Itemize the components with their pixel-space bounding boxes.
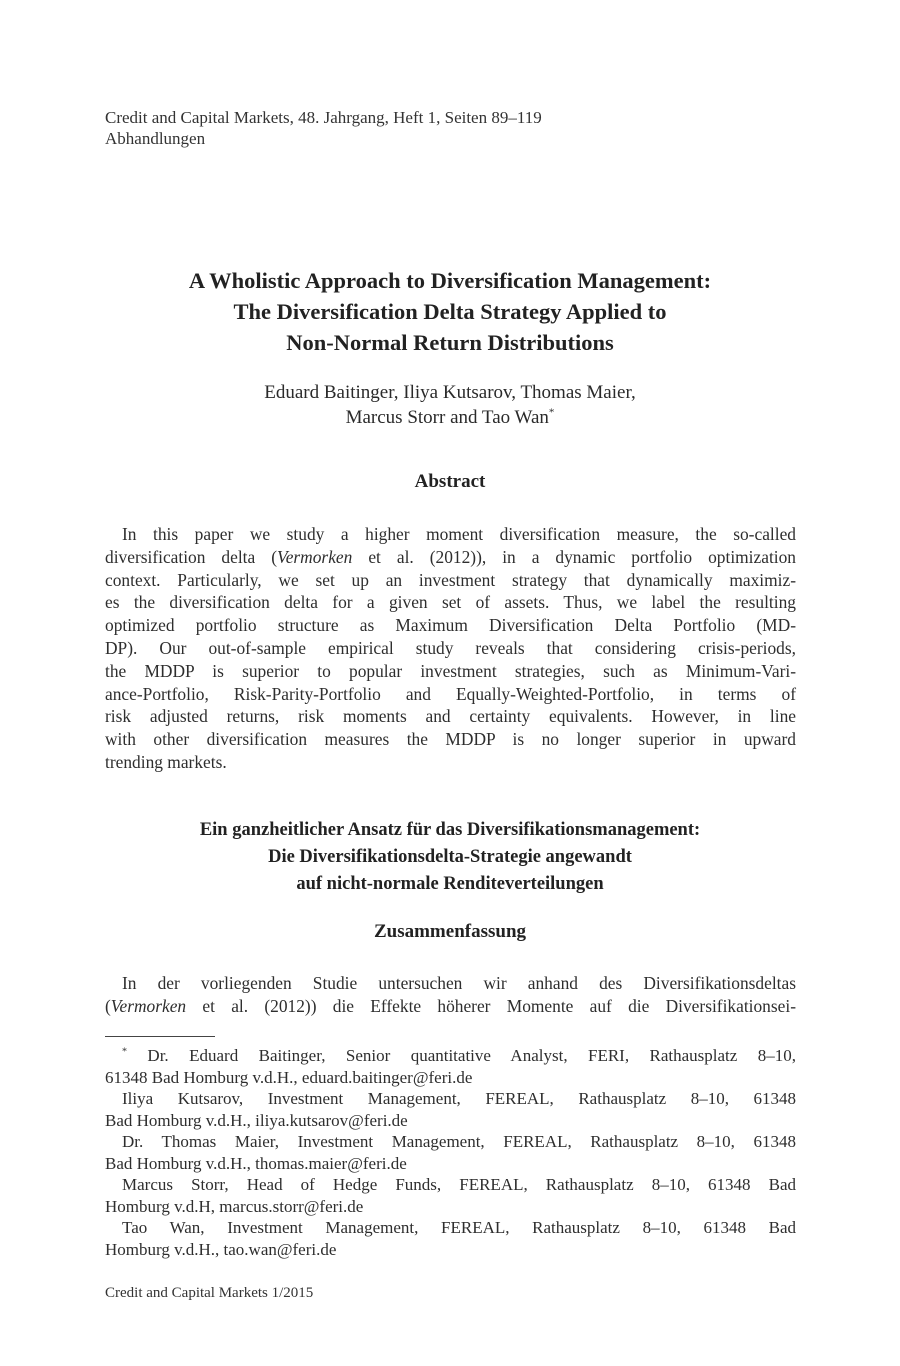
journal-citation: Credit and Capital Markets, 48. Jahrgang, Heft 1, Seiten 89–119 [105, 108, 542, 127]
footnote-line: Dr. Thomas Maier, Investment Management, FEREAL, Rathausplatz 8–10, 61348 [122, 1132, 796, 1151]
authors-line [105, 405, 795, 430]
abstract-line: context. Particularly, we set up an investment strategy that dynamically maximiz- [105, 569, 796, 590]
footnote-line: Iliya Kutsarov, Investment Management, FEREAL, Rathausplatz 8–10, 61348 [122, 1089, 796, 1108]
abstract-line: ance-Portfolio, Risk-Parity-Portfolio and Equally-Weighted-Portfolio, in terms of [105, 683, 796, 704]
footnote-line: Bad Homburg v.d.H., iliya.kutsarov@feri.de [105, 1110, 408, 1130]
footnote-line: 61348 Bad Homburg v.d.H., eduard.baitinger@feri.de [105, 1067, 473, 1087]
zusammenfassung-line [105, 995, 796, 1018]
abstract-line: with other diversification measures the MDDP is no longer superior in upward [105, 729, 796, 750]
footnote-divider [105, 1036, 215, 1037]
abstract-line: DP). Our out-of-sample empirical study reveals that considering crisis-periods, [105, 637, 796, 658]
abstract-line: In this paper we study a higher moment diversification measure, the so-called [122, 524, 796, 544]
cited-author: Vermorken [277, 546, 353, 567]
footnote-line: Tao Wan, Investment Management, FEREAL, Rathausplatz 8–10, 61348 Bad [122, 1218, 796, 1237]
journal-header [105, 107, 542, 149]
abstract-body [105, 523, 796, 774]
title-line: Non-Normal Return Distributions [286, 330, 614, 355]
footnote-line: Homburg v.d.H, marcus.storr@feri.de [105, 1196, 364, 1216]
abstract-line: es the diversification delta for a given set of assets. Thus, we label the resulting [105, 592, 796, 613]
footnote-marker: * [548, 406, 555, 419]
footnote-wan [105, 1217, 796, 1260]
footnote-line: Bad Homburg v.d.H., thomas.maier@feri.de [105, 1153, 407, 1173]
footnote-line: Homburg v.d.H., tao.wan@feri.de [105, 1239, 337, 1259]
abstract-line [105, 546, 796, 569]
abstract-line: trending markets. [105, 751, 227, 772]
authors-line-text: Marcus Storr and Tao Wan [345, 407, 549, 428]
abstract-line: the MDDP is superior to popular investment strategies, such as Minimum-Vari- [105, 660, 796, 681]
cited-author: Vermorken [110, 995, 187, 1016]
abstract-heading: Abstract [414, 471, 486, 492]
authors-line: Eduard Baitinger, Iliya Kutsarov, Thomas Maier, [264, 382, 636, 403]
page-footer: Credit and Capital Markets 1/2015 [105, 1285, 314, 1301]
footnote-baitinger [105, 1045, 796, 1088]
footnotes [105, 1045, 796, 1260]
footnote-line: Marcus Storr, Head of Hedge Funds, FEREAL, Rathausplatz 8–10, 61348 Bad [122, 1175, 796, 1194]
zusammenfassung-heading: Zusammenfassung [373, 921, 527, 942]
german-title-line: Die Diversifikationsdelta-Strategie angewandt [268, 847, 632, 867]
zusammenfassung-fragment: ( [105, 995, 111, 1016]
zusammenfassung-line: In der vorliegenden Studie untersuchen wir anhand des Diversifikationsdeltas [122, 973, 796, 993]
german-title-line: auf nicht-normale Renditeverteilungen [296, 874, 604, 894]
abstract-fragment: et al. (2012)), in a dynamic portfolio optimization [352, 546, 797, 567]
paper-title [105, 265, 795, 358]
footnote-maier [105, 1131, 796, 1174]
title-line: The Diversification Delta Strategy Applied to [233, 299, 667, 324]
zusammenfassung-fragment: et al. (2012)) die Effekte höherer Momente auf die Diversifikationsei- [186, 995, 796, 1016]
footnote-kutsarov [105, 1088, 796, 1131]
abstract-line: optimized portfolio structure as Maximum Diversification Delta Portfolio (MD- [105, 615, 796, 636]
abstract-fragment: diversification delta ( [105, 546, 277, 567]
footnote-text: Dr. Eduard Baitinger, Senior quantitative Analyst, FERI, Rathausplatz 8–10, [127, 1046, 796, 1065]
german-title [105, 817, 795, 898]
title-line: A Wholistic Approach to Diversification Management: [188, 268, 712, 293]
author-list [105, 380, 795, 430]
section-label: Abhandlungen [105, 129, 206, 148]
abstract-line: risk adjusted returns, risk moments and certainty equivalents. However, in line [105, 706, 796, 727]
footnote-marker: * [122, 1046, 127, 1058]
footnote-line [105, 1045, 796, 1067]
footnote-storr [105, 1174, 796, 1217]
zusammenfassung-body [105, 972, 796, 1018]
german-title-line: Ein ganzheitlicher Ansatz für das Diversifikationsmanagement: [199, 820, 701, 840]
